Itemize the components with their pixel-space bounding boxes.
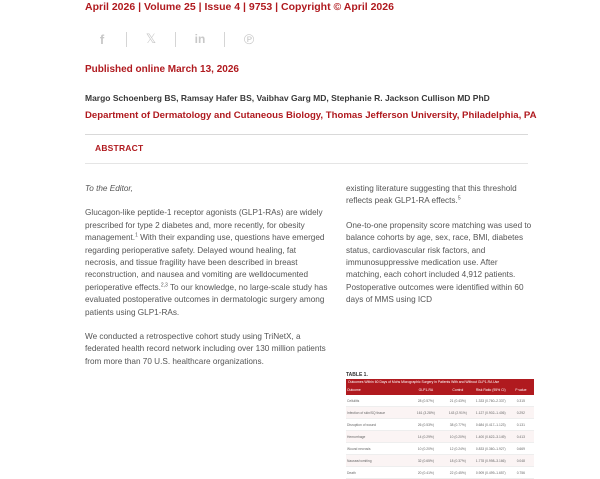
author-list: Margo Schoenberg BS, Ramsay Hafer BS, Vaibhav Garg MD, Stephanie R. Jackson Cullison MD PhD [85,93,490,103]
table-cell: 0.909 (0.499–1.657) [474,467,508,479]
table-cell: Nausea/vomiting [346,455,410,467]
paragraph-matching: One-to-one propensity score matching was used to balance cohorts by age, sex, race, BMI, diabetes status, cardiovascular risk factors, and immunosuppressive medication use. After matching, each cohort included 4,912 patients. Postoperative outcomes were identified within 60 days of MMS using ICD [346,220,532,305]
table-header: GLP1-RA [410,385,442,395]
table-cell: 0.833 (0.360–1.927) [474,443,508,455]
table-cell: 32 (0.65%) [410,455,442,467]
table-cell: 12 (0.24%) [442,443,474,455]
table-cell: 0.131 [508,419,534,431]
table-cell: Wound necrosis [346,443,410,455]
x-glyph: 𝕏 [145,31,157,46]
table-cell: 0.669 [508,443,534,455]
share-bar [92,30,259,48]
table-cell: 10 (0.20%) [410,443,442,455]
facebook-glyph: f [99,31,105,47]
table-cell: 0.756 [508,467,534,479]
table-header: Risk Ratio (95% CI) [474,385,508,395]
divider [224,32,225,47]
divider [175,32,176,47]
x-icon[interactable] [141,30,161,48]
table-cell: 18 (0.37%) [442,455,474,467]
affiliation[interactable]: Department of Dermatology and Cutaneous Biology, Thomas Jefferson University, Philadelphia, PA [85,110,537,121]
table-cell: 14 (0.29%) [410,431,442,443]
table-cell: 0.315 [508,395,534,407]
table-row [346,443,534,455]
table-title: TABLE 1. [346,372,368,378]
text: existing literature suggesting that this threshold reflects peak GLP1-RA effects. [346,184,517,206]
abstract-heading[interactable]: ABSTRACT [95,143,144,153]
paragraph-methods: We conducted a retrospective cohort study using TriNetX, a federated health record network including over 130 million patients from more than 70 U.S. healthcare organizations. [85,332,326,366]
table-cell: 38 (0.77%) [442,419,474,431]
table-cell: 1.127 (0.902–1.406) [474,407,508,419]
table-row [346,407,534,419]
pinterest-icon[interactable] [239,30,259,48]
linkedin-icon[interactable] [190,30,210,48]
table-cell: Cellulitis [346,395,410,407]
table-header: Control [442,385,474,395]
facebook-icon[interactable] [92,30,112,48]
table-cell: Disruption of wound [346,419,410,431]
table-cell: 20 (0.41%) [410,467,442,479]
table-row [346,431,534,443]
table-cell: 28 (0.57%) [410,395,442,407]
paragraph-intro [85,207,331,319]
table-cell: 161 (3.28%) [410,407,442,419]
pinterest-glyph: ℗ [243,31,255,47]
citation[interactable]: 1 [135,232,138,239]
table-cell: 0.048 [508,455,534,467]
linkedin-glyph: in [194,32,206,46]
data-table [346,385,534,479]
table-row [346,419,534,431]
results-table [346,372,534,479]
table-cell: 1.778 (0.998–3.166) [474,455,508,467]
table-cell: 22 (0.45%) [442,467,474,479]
section-divider [85,134,528,135]
text: To our knowledge, no large-scale study has evaluated postoperative outcomes in dermatologic surgery among patients using GLP1-RAs. [85,282,328,317]
citation[interactable]: 5 [457,195,461,202]
table-cell: Hemorrhage [346,431,410,443]
table-cell: 0.413 [508,431,534,443]
article-column-left [85,183,331,380]
table-cell: 0.684 (0.417–1.123) [474,419,508,431]
table-header: P value [508,385,534,395]
table-cell: 0.292 [508,407,534,419]
table-row [346,467,534,479]
article-column-right [346,183,534,319]
table-cell: 143 (2.91%) [442,407,474,419]
table-cell: 26 (0.53%) [410,419,442,431]
table-row [346,455,534,467]
table-caption: Outcomes Within 60 Days of Mohs Micrographic Surgery in Patients With and Without GLP1-RA Use [346,379,534,385]
table-cell: 21 (0.43%) [442,395,474,407]
published-date: Published online March 13, 2026 [85,64,239,75]
table-cell: Infection of skin/SQ tissue [346,407,410,419]
table-cell: 1.333 (0.760–2.337) [474,395,508,407]
table-cell: 10 (0.20%) [442,431,474,443]
text: Glucagon-like peptide-1 receptor agonists (GLP1-RAs) are widely prescribed for type 2 diabetes and, more recently, for obesity management. [85,208,323,243]
section-divider [85,163,528,164]
divider [126,32,127,47]
table-cell: 1.400 (0.622–3.149) [474,431,508,443]
table-header: Outcome [346,385,410,395]
salutation: To the Editor, [85,184,133,193]
text: With their expanding use, questions have emerged regarding perioperative safety. Delayed wound healing, fat necrosis, and tissue fragility have been described in breast reconstruction, and nausea and vomiting are welldocumented perioperative effects. [85,233,325,292]
paragraph-continued [346,183,534,208]
issue-meta: April 2026 | Volume 25 | Issue 4 | 9753 | Copyright © April 2026 [85,1,394,13]
table-cell: Death [346,467,410,479]
table-row [346,395,534,407]
citation[interactable]: 2,3 [160,282,168,289]
